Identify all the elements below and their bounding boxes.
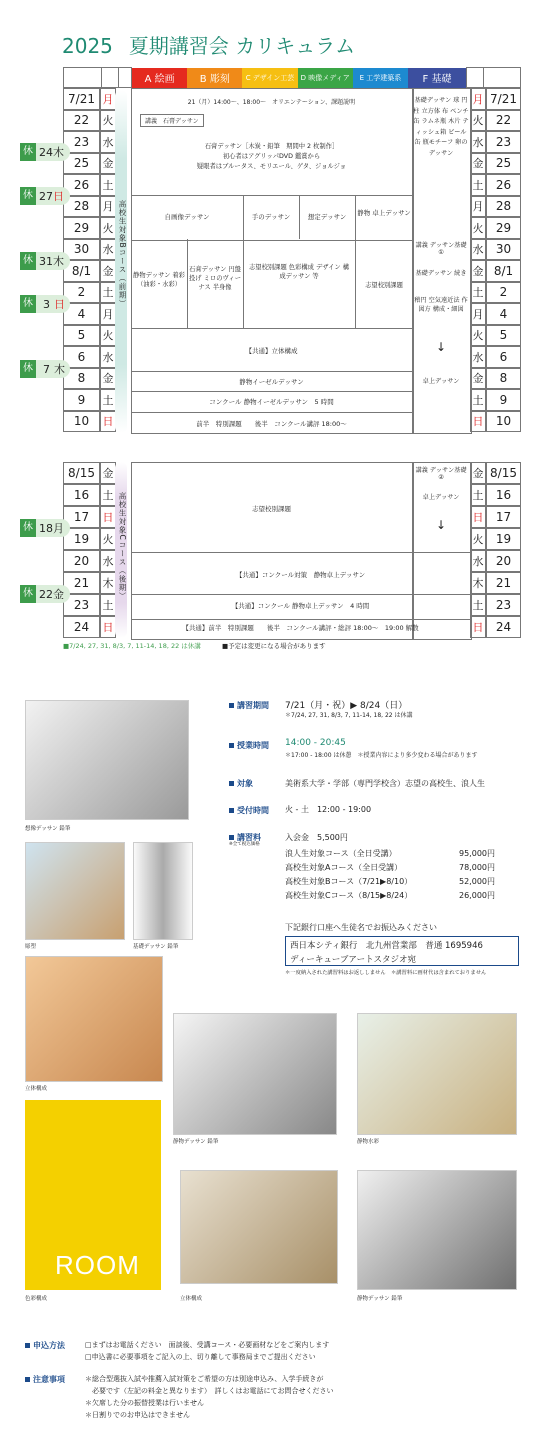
date-left: 17: [63, 506, 100, 528]
date-left: 5: [63, 325, 100, 347]
date-right: 29: [486, 217, 521, 239]
fee-name: 高校生対象Cコース（8/15▶8/24）: [285, 891, 413, 900]
rest-tag: 休 31 木: [20, 252, 70, 270]
course-d: D 映像メディア: [298, 68, 353, 88]
cell-special: 前半 特別課題 後半 コンクール講評 18:00～: [196, 420, 347, 428]
weekday-right: 金: [470, 153, 486, 175]
caption: 基礎デッサン 鉛筆: [133, 944, 179, 950]
weekday-right: 月: [470, 196, 486, 218]
cell-school-task-2: 志望校別課題: [365, 282, 403, 289]
cell-assumed: 想定デッサン: [307, 213, 347, 221]
fee-list: [285, 848, 495, 904]
cell-school-task: 志望校別課題 色彩構成 デザイン 構成デッサン 等: [248, 264, 350, 280]
date-right: 9: [486, 389, 521, 411]
course-c-band: [115, 462, 127, 638]
info-label: 講習期間: [229, 700, 269, 711]
info-label: 対象: [229, 778, 253, 789]
fcol-lecture-1: 講義 デッサン基礎①: [415, 242, 467, 256]
bank-line-2: ディーキューブアートスタジオ宛: [290, 955, 417, 965]
date-right: 8/15: [486, 462, 521, 484]
date-left: 4: [63, 303, 100, 325]
note-change: ■予定は変更になる場合があります: [222, 642, 326, 650]
weekday-right: 火: [470, 528, 486, 550]
weekday-right: 金: [470, 260, 486, 282]
weekday-right: 水: [470, 550, 486, 572]
info-time-sub: ＊17:00 - 18:00 は休憩 ＊授業内容により多少変わる場合があります: [285, 752, 478, 759]
date-left: 2: [63, 282, 100, 304]
bank-warning: ＊一度納入された講習料はお返ししません ＊講習料に画材代は含まれておりません: [285, 970, 487, 976]
cell-still-color: 静物デッサン 着彩（油彩・水彩）: [133, 272, 185, 288]
cell-3d: 【共通】立体構成: [245, 347, 298, 355]
fee-tax: ※全て税込価格: [229, 842, 260, 847]
course-header: [132, 68, 466, 88]
caption: 立体構成: [180, 1296, 203, 1302]
cell-still-life: 静物 卓上デッサン: [357, 209, 411, 217]
fee-entry: 入会金 5,500円: [285, 833, 348, 842]
cell-orientation: 21（月）14:00～、18:00～ オリエンテーション、課題説明: [187, 99, 356, 106]
weekday-left: 火: [100, 528, 116, 550]
info-period: 7/21（月・祝）▶ 8/24（日）: [285, 701, 408, 711]
course-e: E 工学建築系: [353, 68, 408, 88]
weekday-right: 水: [470, 239, 486, 261]
weekday-right: 土: [470, 389, 486, 411]
fee-name: 高校生対象Aコース（全日受講）: [285, 863, 403, 872]
cell-plaster: 石膏デッサン［木炭・鉛筆 期間中 2 枚制作］ 初心者はアグリッパDVD 鑑賞から 疑眼者はブルータス、モリエール、ゲタ、ジョルジョ: [196, 143, 347, 170]
s-school-task: 志望校別課題: [252, 505, 291, 513]
apply-line-2: □申込書に必要事項をご記入の上、切り離して事務局までご提出ください: [85, 1353, 316, 1361]
weekday-left: 木: [100, 572, 116, 594]
rest-tag: 休 3 日: [20, 295, 70, 313]
date-left: 8/1: [63, 260, 100, 282]
title-year: 2025: [62, 34, 113, 58]
caution-line-3: ＊欠席した分の振替授業は行いません: [85, 1399, 204, 1407]
weekday-left: 金: [100, 153, 116, 175]
weekday-left: 金: [100, 462, 116, 484]
cell-contest: コンクール 静物イーゼルデッサン 5 時間: [209, 398, 334, 406]
course-c: C デザイン工芸: [242, 68, 297, 88]
date-left: 8: [63, 368, 100, 390]
image-sculpture: [25, 842, 125, 940]
course-f: F 基礎: [408, 68, 466, 88]
weekday-left: 金: [100, 368, 116, 390]
date-left: 22: [63, 110, 100, 132]
weekday-left: 火: [100, 110, 116, 132]
s-lecture-2: 講義 デッサン基礎②: [415, 467, 467, 481]
weekday-right: 土: [470, 594, 486, 616]
title-text: 夏期講習会 カリキュラム: [128, 34, 356, 58]
course-b: B 彫刻: [187, 68, 242, 88]
caption: 静物デッサン 鉛筆: [173, 1139, 219, 1145]
arrow-down-icon: ↓: [436, 340, 447, 354]
weekday-left: 日: [100, 506, 116, 528]
s-contest: 【共通】コンクール 静物卓上デッサン 4 時間: [231, 602, 370, 610]
caption: 立体構成: [25, 1086, 48, 1092]
s-final: 【共通】前半 特別課題 後半 コンクール講評・総評 18:00～ 19:00 解散: [182, 624, 419, 632]
date-right: 28: [486, 196, 521, 218]
date-left: 16: [63, 484, 100, 506]
weekday-left: 日: [100, 411, 116, 433]
info-period-sub: ＊7/24, 27, 31, 8/3, 7, 11-14, 18, 22 は休講: [285, 712, 413, 719]
info-target: 美術系大学・学部（専門学校含）志望の高校生、浪人生: [285, 779, 485, 788]
weekday-right: 木: [470, 572, 486, 594]
note-closed: ■7/24, 27, 31, 8/3, 7, 11-14, 18, 22 は休講: [63, 642, 201, 650]
date-right: 23: [486, 131, 521, 153]
rest-tag: 休 7 木: [20, 360, 70, 378]
caption: 静物水彩: [357, 1139, 380, 1145]
course-c-band-label: 高校生対象Cコース（後期）: [118, 492, 127, 601]
weekday-right: 水: [470, 131, 486, 153]
caution-line-2: 必要です（左記の料金と異なります） 詳しくはお電話にてお問合せください: [85, 1387, 334, 1395]
weekday-right: 月: [470, 88, 486, 110]
weekday-left: 土: [100, 594, 116, 616]
image-still-life-drawing-2: [357, 1170, 517, 1290]
cell-hand: 手のデッサン: [251, 213, 291, 221]
weekday-right: 火: [470, 217, 486, 239]
fee-price: 26,000円: [459, 891, 495, 900]
cell-lecture: 講義 石膏デッサン: [140, 114, 204, 127]
caution-line-4: ＊日割りでのお申込はできません: [85, 1411, 190, 1419]
date-right: 20: [486, 550, 521, 572]
weekday-left: 水: [100, 550, 116, 572]
date-right: 19: [486, 528, 521, 550]
fcol-table: 卓上デッサン: [422, 378, 460, 385]
weekday-right: 土: [470, 282, 486, 304]
caution-line-1: ＊総合型選抜入試や推薦入試対策をご希望の方は別途申込み、入学手続きが: [85, 1375, 324, 1383]
fee-price: 78,000円: [459, 863, 495, 872]
weekday-right: 土: [470, 484, 486, 506]
date-left: 21: [63, 572, 100, 594]
fee-row: [285, 862, 495, 876]
weekday-right: 日: [470, 411, 486, 433]
weekday-left: 水: [100, 346, 116, 368]
weekday-right: 火: [470, 325, 486, 347]
date-left: 10: [63, 411, 100, 433]
weekday-left: 水: [100, 131, 116, 153]
date-right: 6: [486, 346, 521, 368]
weekday-right: 金: [470, 462, 486, 484]
date-right: 5: [486, 325, 521, 347]
date-left: 25: [63, 153, 100, 175]
weekday-left: 月: [100, 196, 116, 218]
weekday-left: 金: [100, 260, 116, 282]
date-left: 20: [63, 550, 100, 572]
weekday-right: 火: [470, 110, 486, 132]
weekday-left: 土: [100, 174, 116, 196]
rest-tag: 休 27 日: [20, 187, 70, 205]
rest-tag: 休 24 木: [20, 143, 70, 161]
info-label: 授業時間: [229, 740, 269, 751]
weekday-left: 土: [100, 389, 116, 411]
image-basic-drawing: [133, 842, 193, 940]
course-b-band: [115, 90, 127, 433]
date-right: 10: [486, 411, 521, 433]
date-right: 25: [486, 153, 521, 175]
weekday-left: 土: [100, 282, 116, 304]
date-left: 8/15: [63, 462, 100, 484]
rest-tag: 休 18 月: [20, 519, 70, 537]
date-right: 8: [486, 368, 521, 390]
fcol-continue: 基礎デッサン 続き: [415, 270, 467, 277]
date-left: 7/21: [63, 88, 100, 110]
date-right: 24: [486, 616, 521, 638]
image-watercolor: [357, 1013, 517, 1135]
weekday-right: 水: [470, 346, 486, 368]
fee-row: [285, 848, 495, 862]
room-text: ROOM: [55, 1250, 140, 1280]
cell-easel: 静物イーゼルデッサン: [239, 378, 304, 386]
caution-label: 注意事項: [25, 1374, 65, 1385]
caption: 静物デッサン 鉛筆: [357, 1296, 403, 1302]
s-contest-prep: 【共通】コンクール対策 静物卓上デッサン: [235, 571, 366, 579]
date-right: 16: [486, 484, 521, 506]
date-right: 23: [486, 594, 521, 616]
fee-label: 講習料: [229, 832, 261, 843]
weekday-right: 月: [470, 303, 486, 325]
date-left: 30: [63, 239, 100, 261]
fee-price: 52,000円: [459, 877, 495, 886]
date-right: 4: [486, 303, 521, 325]
arrow-down-icon: ↓: [436, 518, 447, 532]
date-left: 28: [63, 196, 100, 218]
rest-tag: 休 22 金: [20, 585, 70, 603]
cell-self-portrait: 自画像デッサン: [164, 213, 210, 221]
weekday-left: 月: [100, 303, 116, 325]
date-right: 21: [486, 572, 521, 594]
image-imaginary-drawing: [25, 700, 189, 820]
course-a: A 絵画: [132, 68, 187, 88]
date-right: 17: [486, 506, 521, 528]
weekday-left: 火: [100, 325, 116, 347]
info-reception: 火 - 土 12:00 - 19:00: [285, 805, 372, 814]
date-left: 19: [63, 528, 100, 550]
schedule-table-1: [63, 67, 521, 88]
bank-line-1: 西日本シティ銀行 北九州営業部 普通 1695946: [290, 941, 483, 951]
weekday-left: 土: [100, 484, 116, 506]
bank-box: [285, 936, 519, 966]
date-right: 2: [486, 282, 521, 304]
image-color-composition: [25, 1100, 161, 1290]
image-still-life-drawing: [173, 1013, 337, 1135]
image-paper-sculpture: [180, 1170, 338, 1284]
date-left: 9: [63, 389, 100, 411]
fee-row: [285, 890, 495, 904]
date-right: 30: [486, 239, 521, 261]
apply-line-1: □まずはお電話ください 面談後、受講コース・必要画材などをご案内します: [85, 1341, 330, 1349]
date-left: 23: [63, 131, 100, 153]
caption: 想像デッサン 鉛筆: [25, 826, 71, 832]
date-left: 26: [63, 174, 100, 196]
date-left: 6: [63, 346, 100, 368]
weekday-left: 水: [100, 239, 116, 261]
bank-intro: 下記銀行口座へ生徒名でお振込みください: [285, 923, 437, 932]
info-label: 受付時間: [229, 805, 269, 816]
page-title: [62, 30, 371, 59]
apply-label: 申込方法: [25, 1340, 65, 1351]
fee-row: [285, 876, 495, 890]
date-right: 26: [486, 174, 521, 196]
weekday-left: 月: [100, 88, 116, 110]
date-left: 24: [63, 616, 100, 638]
caption: 色彩構成: [25, 1296, 48, 1302]
fee-price: 95,000円: [459, 849, 495, 858]
weekday-left: 日: [100, 616, 116, 638]
date-right: 22: [486, 110, 521, 132]
fcol-perspective: 稽円 空気遠近法 作図方 構成・細図: [414, 297, 468, 313]
info-time: 14:00 - 20:45: [285, 738, 346, 748]
image-3d-composition: [25, 956, 163, 1082]
fcol-basics: 基礎デッサン 球 円柱 立方体 布 ベンチ缶 ラムネ瓶 木片 ティッシュ箱 ビール缶 瓶モチーフ 卵のデッサン: [413, 97, 469, 157]
date-left: 29: [63, 217, 100, 239]
fee-name: 浪人生対象コース（全日受講）: [285, 849, 397, 858]
fee-name: 高校生対象Bコース（7/21▶8/10）: [285, 877, 413, 886]
weekday-right: 日: [470, 616, 486, 638]
cell-plaster-2: 石膏デッサン 円盤投げ ミロのヴィーナス 半身像: [189, 266, 241, 291]
weekday-right: 土: [470, 174, 486, 196]
caption: 彫塑: [25, 944, 37, 950]
course-b-band-label: 高校生対象Bコース（前期）: [118, 200, 127, 309]
s-table: 卓上デッサン: [422, 494, 460, 501]
weekday-right: 金: [470, 368, 486, 390]
weekday-right: 日: [470, 506, 486, 528]
date-right: 8/1: [486, 260, 521, 282]
date-left: 23: [63, 594, 100, 616]
date-right: 7/21: [486, 88, 521, 110]
weekday-left: 火: [100, 217, 116, 239]
